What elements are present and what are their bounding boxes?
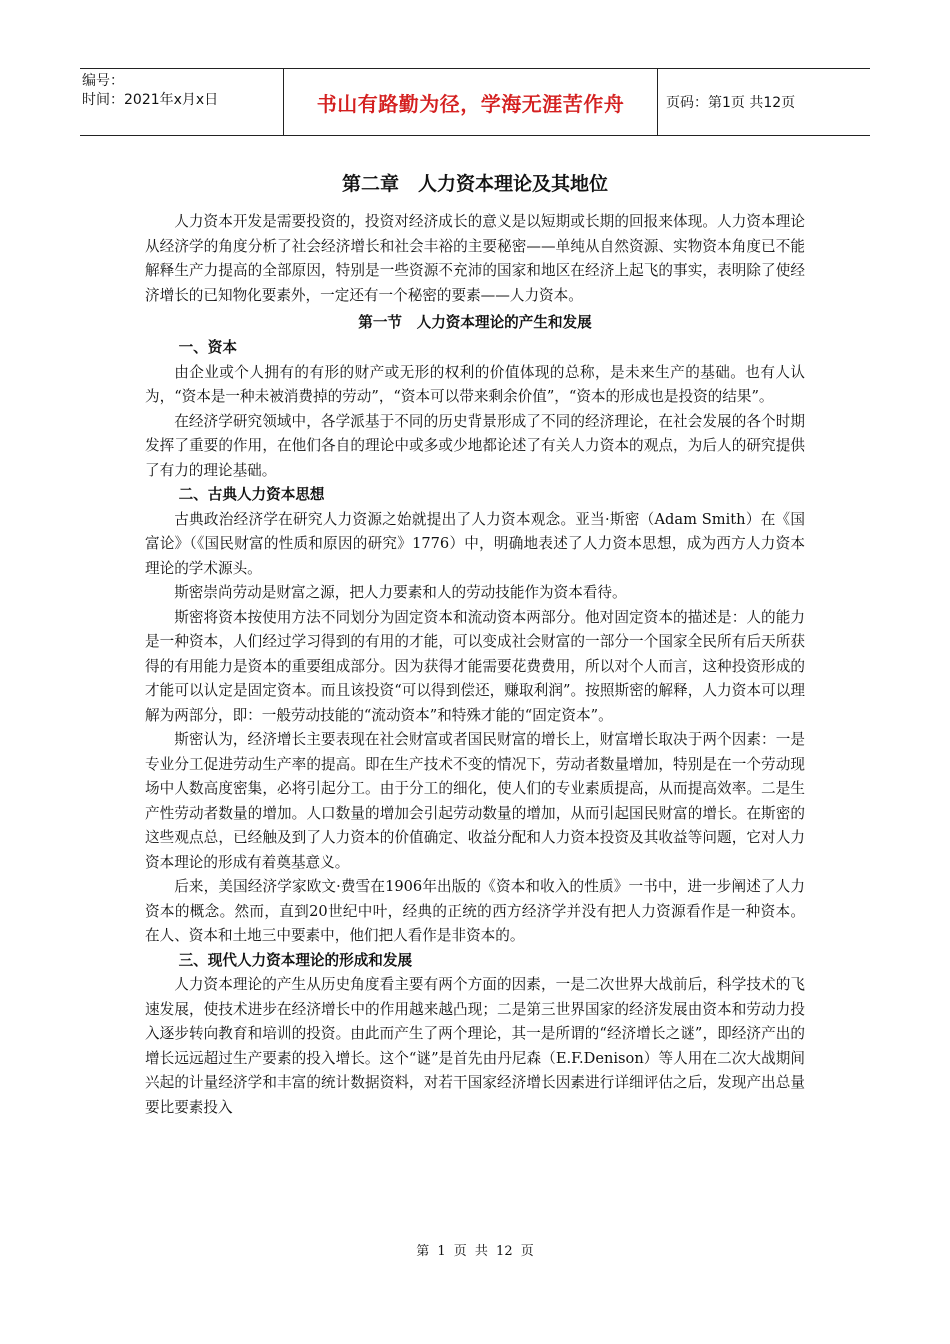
paragraph-5: 斯密将资本按使用方法不同划分为固定资本和流动资本两部分。他对固定资本的描述是：人的能力是一种资本，人们经过学习得到的有用的才能，可以变成社会财富的一部分一个国家全民所有后天所获得的有用能力是资本的重要组成部分。因为获得才能需要花费费用，所以对个人而言，这种投资形成的才能可以认定是固定资本。而且该投资“可以得到偿还，赚取利润”。按照斯密的解释，人力资本可以理解为两部分，即：一般劳动技能的“流动资本”和特殊才能的“固定资本”。: [145, 608, 805, 724]
document-number-label: 编号：: [82, 73, 124, 89]
subheading-classical: 二、古典人力资本思想: [178, 486, 325, 503]
paragraph-6: 斯密认为，经济增长主要表现在社会财富或者国民财富的增长上，财富增长取决于两个因素：一是专业分工促进劳动生产率的提高。即在生产技术不变的情况下，劳动者数量增加，特别是在一个劳动现场中人数高度密集，必将引起分工。由于分工的细化，使人们的专业素质提高，从而提高效率。二是生产性劳动者数量的增加。人口数量的增加会引起劳动数量的增加，从而引起国民财富的增长。在斯密的这些观点总，已经触及到了人力资本的价值确定、收益分配和人力资本投资及其收益等问题，它对人力资本理论的形成有着奠基意义。: [145, 731, 805, 871]
header-motto: 书山有路勤为径，学海无涯苦作舟: [316, 91, 625, 116]
subheading-modern: 三、现代人力资本理论的形成和发展: [178, 951, 413, 969]
paragraph-7: 后来，美国经济学家欧文·费雪在1906年出版的《资本和收入的性质》一书中，进一步阐述了人力资本的概念。然而，直到20世纪中叶，经典的正统的西方经济学并没有把人力资源看作是一种资本。在人、资本和土地三中要素中，他们把人看作是非资本的。: [145, 878, 805, 944]
paragraph-8: 人力资本理论的产生从历史角度看主要有两个方面的因素，一是二次世界大战前后，科学技术的飞速发展，使技术进步在经济增长中的作用越来越凸现；二是第三世界国家的经济发展由资本和劳动力投入逐步转向教育和培训的投资。由此而产生了两个理论，其一是所谓的“经济增长之谜”，即经济产出的增长远远超过生产要素的投入增长。这个“谜”是首先由丹尼森（E.F.Denison）等人用在二次大战期间兴起的计量经济学和丰富的统计数据资料，对若干国家经济增长因素进行详细评估之后，发现产出总量要比要素投入: [145, 976, 805, 1116]
paragraph-1: 由企业或个人拥有的有形的财产或无形的权利的价值体现的总称，是未来生产的基础。也有人认为，“资本是一种未被消费掉的劳动”，“资本可以带来剩余价值”，“资本的形成也是投资的结果”。: [145, 363, 805, 405]
paragraph-3: 古典政治经济学在研究人力资源之始就提出了人力资本观念。亚当·斯密（Adam Smith）在《国富论》（《国民财富的性质和原因的研究》1776）中，明确地表述了人力资本思想，成为西方人力资本理论的学术源头。: [145, 510, 805, 577]
chapter-title: 第二章 人力资本理论及其地位: [341, 173, 608, 195]
header-meta: [80, 69, 283, 135]
document-body: [145, 170, 805, 1120]
subheading-capital: 一、资本: [178, 339, 237, 356]
document-date-label: 时间：2021年x月x日: [82, 92, 219, 108]
paragraph-2: 在经济学研究领域中，各学派基于不同的历史背景形成了不同的经济理论，在社会发展的各个时期发挥了重要的作用，在他们各自的理论中或多或少地都论述了有关人力资本的观点，为后人的研究提供了有力的理论基础。: [145, 412, 805, 479]
page-footer: 第 1 页 共 12 页: [416, 1244, 534, 1259]
header-page-number: 页码：第1页 共12页: [666, 95, 796, 111]
header-motto-cell: [283, 69, 658, 135]
intro-paragraph: 人力资本开发是需要投资的，投资对经济成长的意义是以短期或长期的回报来体现。人力资本理论从经济学的角度分析了社会经济增长和社会丰裕的主要秘密——单纯从自然资源、实物资本角度已不能解释生产力提高的全部原因，特别是一些资源不充沛的国家和地区在经济上起飞的事实，表明除了使经济增长的已知物化要素外，一定还有一个秘密的要素——人力资本。: [145, 213, 805, 304]
section-title: 第一节 人力资本理论的产生和发展: [358, 314, 592, 331]
header-table: [80, 68, 870, 136]
paragraph-4: 斯密崇尚劳动是财富之源，把人力要素和人的劳动技能作为资本看待。: [174, 584, 627, 601]
